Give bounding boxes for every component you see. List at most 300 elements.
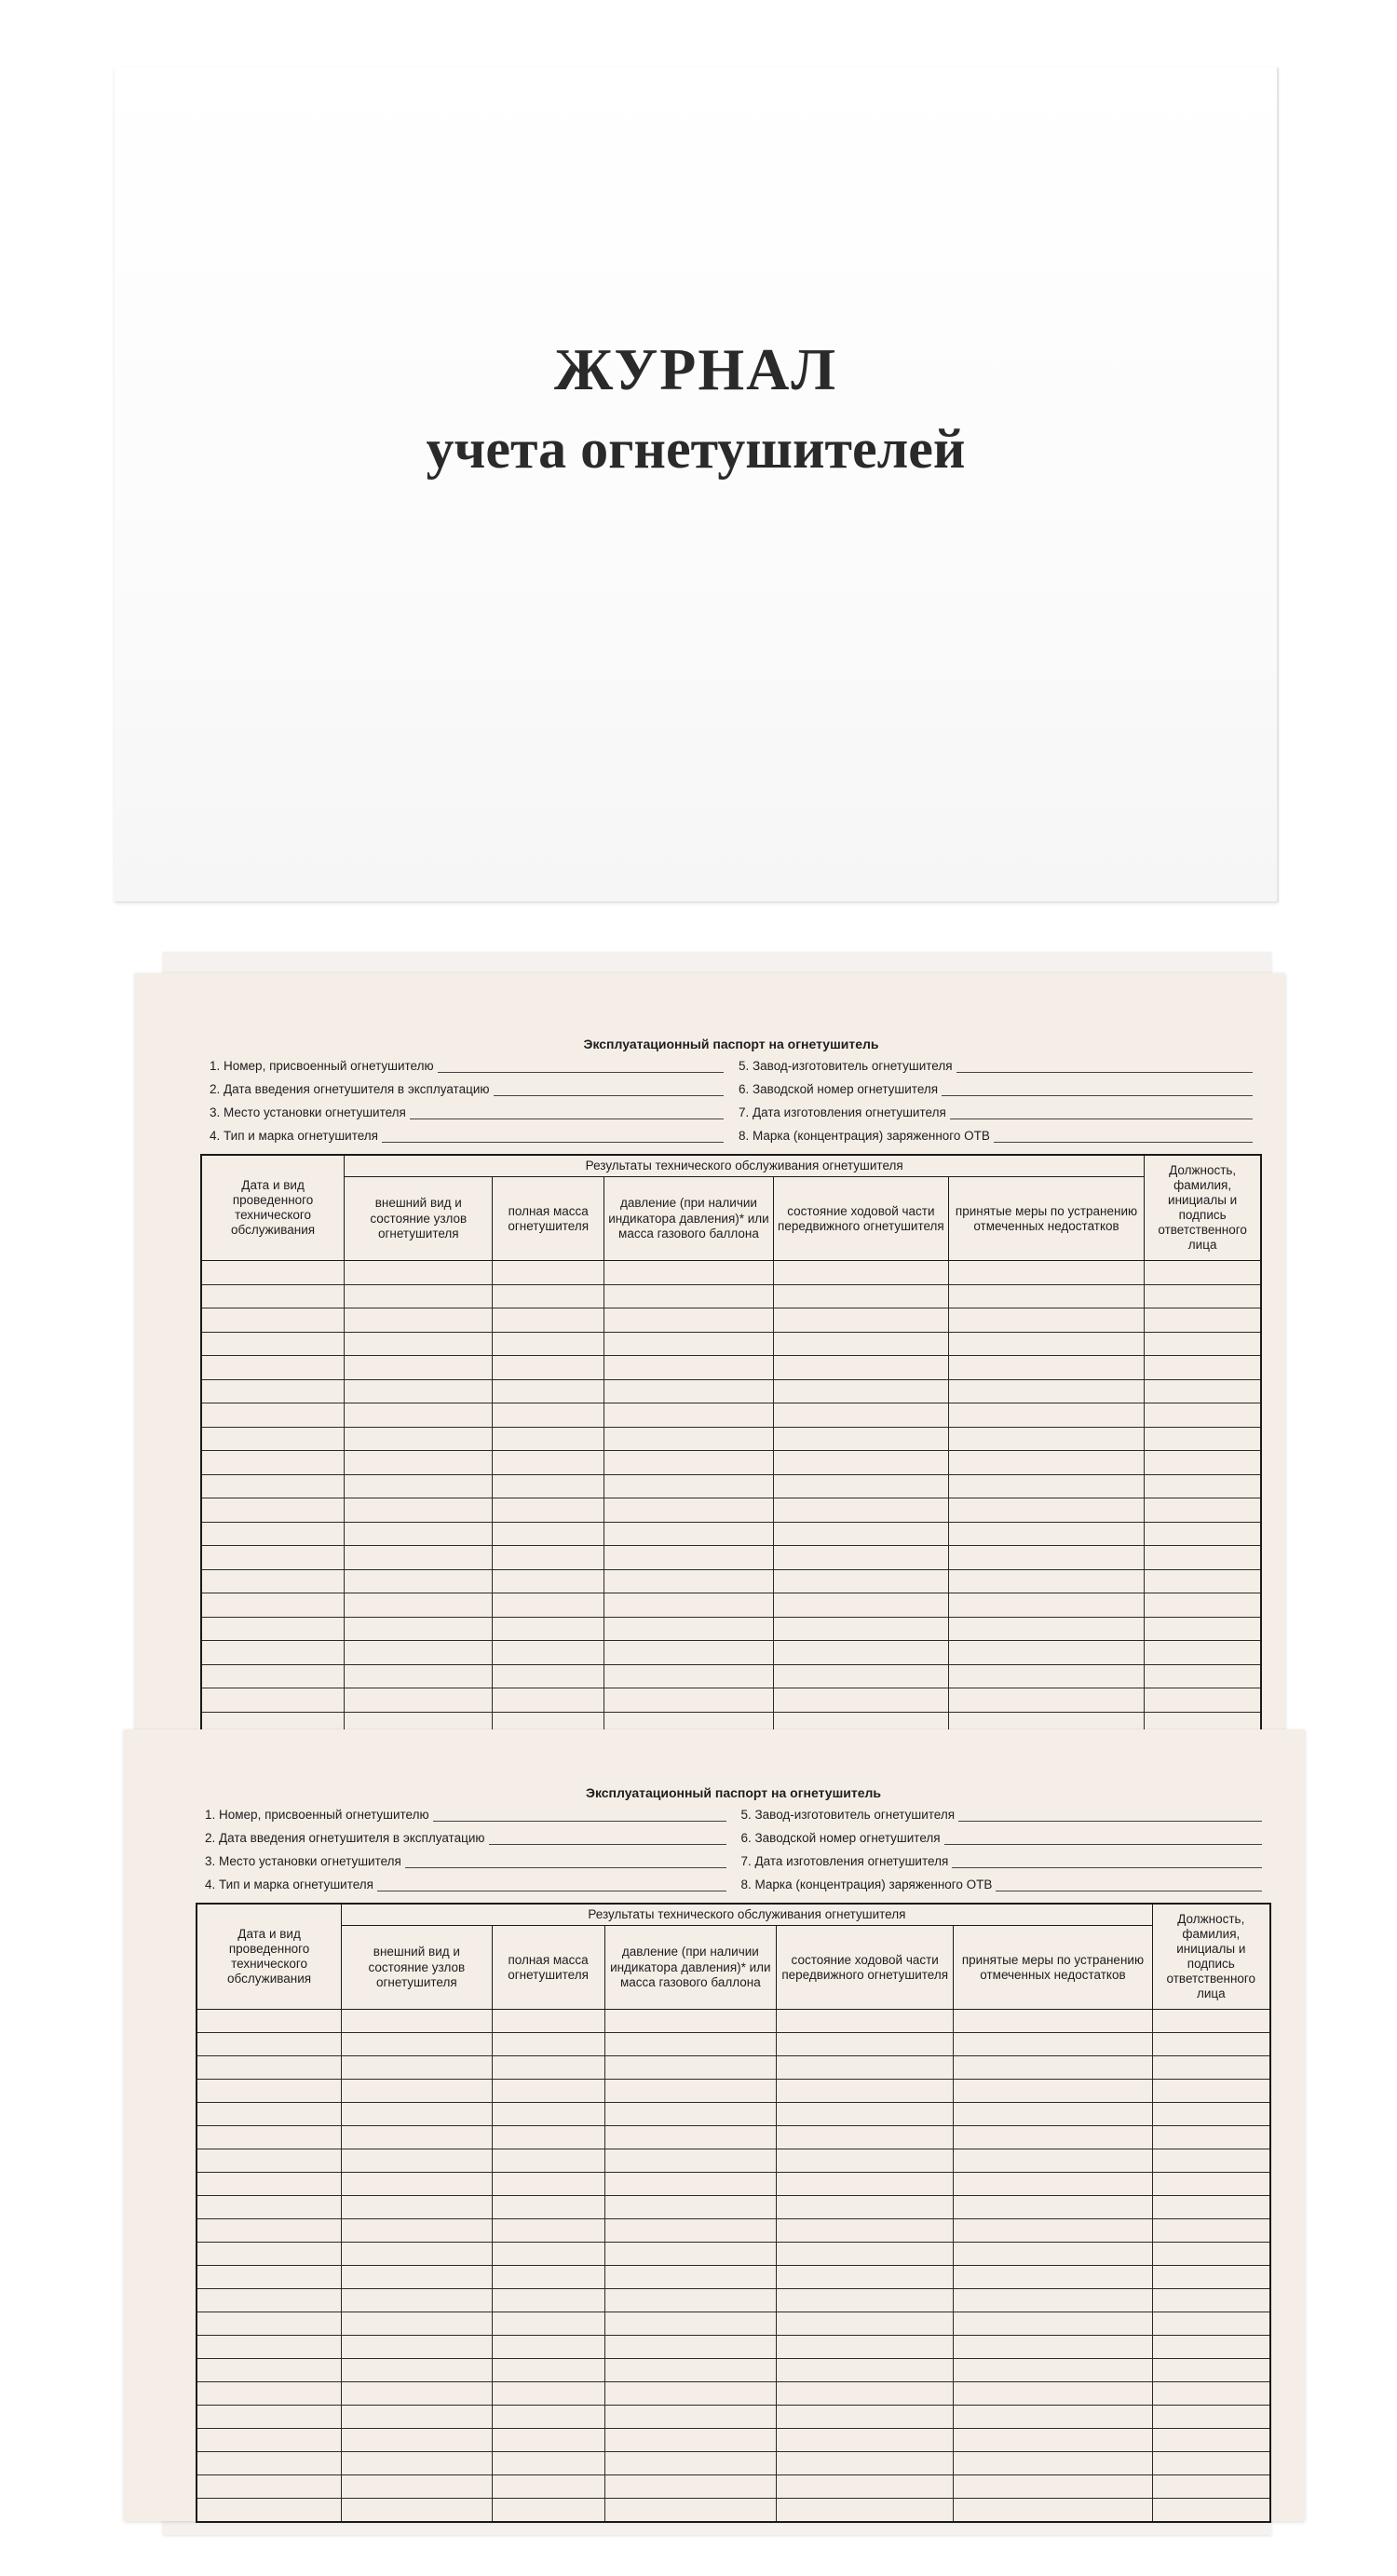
passport-title: Эксплуатационный паспорт на огнетушитель [583,1037,879,1051]
table-cell [1152,2429,1270,2452]
table-cell [1152,2056,1270,2080]
passport-title: Эксплуатационный паспорт на огнетушитель [585,1785,882,1800]
field-number: 1. Номер, присвоенный огнетушителю [205,1808,726,1822]
table-cell [604,1284,773,1308]
table-row [197,2033,1270,2056]
table-cell [345,1617,493,1641]
table-cell [1145,1641,1261,1665]
table-cell [777,2312,954,2336]
table-cell [777,2173,954,2196]
table-cell [492,2196,604,2219]
table-cell [1152,2173,1270,2196]
table-cell [1145,1664,1261,1688]
table-cell [342,2219,492,2243]
table-cell [1145,1403,1261,1428]
table-cell [948,1617,1145,1641]
fill-line [956,1061,1253,1073]
cover-subtitle: учета огнетушителей [426,418,966,480]
table-cell [197,2219,342,2243]
table-cell [345,1498,493,1523]
table-cell [774,1593,949,1618]
table-cell [493,1261,604,1285]
table-cell [954,2243,1152,2266]
table-cell [604,2010,776,2033]
table-cell [604,1617,773,1641]
table-cell [492,2080,604,2103]
table-cell [777,2499,954,2523]
table-body [201,1261,1261,1784]
table-cell [604,2382,776,2406]
table-cell [342,2336,492,2359]
table-cell [197,2359,342,2382]
table-cell [948,1688,1145,1713]
table-row [197,2382,1270,2406]
table-row [197,2056,1270,2080]
table-cell [777,2452,954,2475]
table-cell [492,2243,604,2266]
table-cell [948,1498,1145,1523]
table-cell [342,2149,492,2173]
table-cell [1145,1474,1261,1498]
table-cell [197,2173,342,2196]
table-cell [604,2080,776,2103]
table-cell [201,1332,345,1356]
table-cell [197,2452,342,2475]
table-cell [493,1617,604,1641]
table-cell [774,1451,949,1475]
table-row [197,2475,1270,2499]
table-cell [1145,1261,1261,1285]
table-cell [197,2499,342,2523]
table-cell [604,2266,776,2289]
table-cell [197,2103,342,2126]
table-cell [201,1593,345,1618]
table-cell [954,2103,1152,2126]
table-row [201,1664,1261,1688]
table-cell [1152,2033,1270,2056]
field-agent-brand: 8. Марка (концентрация) заряженного ОТВ [739,1129,1253,1143]
table-cell [604,2475,776,2499]
field-number: 1. Номер, присвоенный огнетушителю [210,1059,724,1073]
table-cell [345,1284,493,1308]
header-responsible: Должность, фамилия, инициалы и подпись ответственного лица [1145,1155,1261,1261]
table-cell [493,1522,604,1546]
table-row [197,2196,1270,2219]
table-row [201,1593,1261,1618]
header-results-group: Результаты технического обслуживания огнетушителя [345,1155,1145,1177]
table-cell [492,2033,604,2056]
table-cell [342,2010,492,2033]
table-cell [954,2475,1152,2499]
table-cell [492,2103,604,2126]
table-cell [604,2173,776,2196]
table-cell [604,1474,773,1498]
table-cell [493,1284,604,1308]
table-cell [777,2219,954,2243]
field-serial-number: 6. Заводской номер огнетушителя [741,1831,1263,1845]
table-cell [777,2103,954,2126]
table-cell [342,2406,492,2429]
maintenance-table [196,1903,1271,2523]
table-row [201,1261,1261,1285]
table-cell [345,1332,493,1356]
table-row [201,1498,1261,1523]
table-cell [1152,2126,1270,2149]
table-cell [493,1546,604,1570]
table-cell [954,2359,1152,2382]
field-type: 4. Тип и марка огнетушителя [210,1129,724,1143]
table-cell [492,2499,604,2523]
fill-line [942,1084,1253,1096]
table-cell [492,2010,604,2033]
table-cell [201,1379,345,1403]
table-cell [948,1474,1145,1498]
table-cell [948,1569,1145,1593]
table-row [197,2289,1270,2312]
table-cell [1152,2312,1270,2336]
table-cell [774,1356,949,1380]
field-location: 3. Место установки огнетушителя [210,1105,724,1119]
table-cell [201,1641,345,1665]
table-cell [201,1688,345,1713]
fill-line [377,1879,726,1891]
table-cell [342,2289,492,2312]
table-cell [1145,1546,1261,1570]
header-measures: принятые меры по устранению отмеченных недостатков [948,1177,1145,1261]
table-cell [604,2429,776,2452]
table-row [197,2266,1270,2289]
table-cell [604,2033,776,2056]
table-cell [197,2336,342,2359]
table-cell [201,1546,345,1570]
table-cell [948,1451,1145,1475]
field-location: 3. Место установки огнетушителя [205,1854,726,1868]
table-cell [604,1688,773,1713]
table-cell [954,2173,1152,2196]
table-cell [492,2406,604,2429]
table-cell [1152,2219,1270,2243]
table-cell [197,2382,342,2406]
passport-fields [196,1808,1271,1891]
table-cell [774,1546,949,1570]
table-row [197,2080,1270,2103]
table-cell [345,1427,493,1451]
table-cell [777,2196,954,2219]
table-row [197,2429,1270,2452]
table-cell [604,2312,776,2336]
table-cell [493,1569,604,1593]
table-cell [777,2149,954,2173]
table-cell [201,1522,345,1546]
table-cell [342,2056,492,2080]
table-cell [1152,2499,1270,2523]
table-cell [777,2429,954,2452]
table-cell [197,2475,342,2499]
table-cell [197,2289,342,2312]
table-row [201,1546,1261,1570]
table-cell [1152,2149,1270,2173]
table-cell [774,1569,949,1593]
table-cell [342,2103,492,2126]
table-row [197,2406,1270,2429]
table-cell [197,2429,342,2452]
table-cell [492,2266,604,2289]
table-cell [1145,1332,1261,1356]
table-cell [197,2033,342,2056]
table-cell [197,2243,342,2266]
table-cell [1145,1617,1261,1641]
table-cell [342,2080,492,2103]
table-cell [1152,2475,1270,2499]
table-cell [201,1261,345,1285]
table-cell [604,2219,776,2243]
table-cell [1145,1593,1261,1618]
fill-line [952,1856,1262,1868]
table-cell [948,1308,1145,1333]
table-cell [493,1498,604,1523]
table-cell [604,2359,776,2382]
table-cell [954,2499,1152,2523]
table-cell [774,1641,949,1665]
fill-line [944,1833,1262,1845]
table-cell [493,1664,604,1688]
passport-fields [200,1059,1262,1143]
table-cell [1152,2080,1270,2103]
table-cell [197,2056,342,2080]
fill-line [950,1107,1253,1119]
table-cell [954,2010,1152,2033]
table-cell [1145,1356,1261,1380]
table-cell [948,1284,1145,1308]
table-row [201,1356,1261,1380]
table-cell [492,2126,604,2149]
table-cell [954,2266,1152,2289]
table-cell [604,1522,773,1546]
table-cell [1152,2289,1270,2312]
table-cell [604,2103,776,2126]
table-row [201,1641,1261,1665]
table-cell [948,1427,1145,1451]
table-cell [604,2336,776,2359]
table-cell [345,1356,493,1380]
table-body [197,2010,1270,2523]
table-cell [345,1403,493,1428]
table-cell [1152,2266,1270,2289]
cover-title: ЖУРНАЛ [553,336,838,402]
table-cell [774,1498,949,1523]
table-cell [1152,2336,1270,2359]
table-cell [954,2312,1152,2336]
table-cell [948,1641,1145,1665]
maintenance-table [200,1154,1262,1784]
table-cell [948,1332,1145,1356]
table-cell [777,2080,954,2103]
table-cell [492,2149,604,2173]
table-cell [604,1308,773,1333]
table-cell [954,2196,1152,2219]
table-cell [604,1332,773,1356]
table-cell [604,1451,773,1475]
table-cell [777,2406,954,2429]
table-cell [342,2312,492,2336]
table-cell [1145,1451,1261,1475]
table-cell [774,1474,949,1498]
fill-line [405,1856,726,1868]
table-cell [948,1403,1145,1428]
table-cell [201,1308,345,1333]
header-appearance: внешний вид и состояние узлов огнетушителя [345,1177,493,1261]
header-pressure: давление (при наличии индикатора давления)* или масса газового баллона [604,1177,773,1261]
table-cell [493,1403,604,1428]
table-row [201,1617,1261,1641]
table-cell [197,2080,342,2103]
table-cell [777,2382,954,2406]
table-cell [1152,2382,1270,2406]
fill-line [494,1084,725,1096]
fill-line [996,1879,1262,1891]
table-cell [604,2149,776,2173]
table-cell [493,1332,604,1356]
table-cell [197,2149,342,2173]
table-cell [777,2336,954,2359]
table-cell [492,2289,604,2312]
table-cell [954,2149,1152,2173]
table-cell [197,2266,342,2289]
table-cell [604,1356,773,1380]
table-cell [604,2056,776,2080]
table-cell [1152,2010,1270,2033]
table-row [201,1451,1261,1475]
field-serial-number: 6. Заводской номер огнетушителя [739,1082,1253,1096]
table-cell [604,1498,773,1523]
table-cell [1145,1284,1261,1308]
table-cell [948,1261,1145,1285]
table-cell [774,1284,949,1308]
table-cell [948,1356,1145,1380]
field-manufacturer: 5. Завод-изготовитель огнетушителя [741,1808,1263,1822]
header-date: Дата и вид проведенного технического обслуживания [197,1904,342,2010]
table-cell [604,2452,776,2475]
table-cell [777,2056,954,2080]
table-cell [604,2196,776,2219]
table-cell [345,1569,493,1593]
table-cell [492,2219,604,2243]
table-row [197,2452,1270,2475]
table-cell [604,1427,773,1451]
table-row [197,2173,1270,2196]
table-cell [954,2080,1152,2103]
table-cell [493,1474,604,1498]
table-cell [342,2033,492,2056]
table-cell [777,2289,954,2312]
table-cell [954,2382,1152,2406]
table-cell [774,1308,949,1333]
table-cell [492,2452,604,2475]
table-cell [1145,1569,1261,1593]
table-cell [201,1403,345,1428]
table-cell [1145,1379,1261,1403]
table-cell [777,2033,954,2056]
table-cell [954,2056,1152,2080]
table-cell [604,2406,776,2429]
table-cell [604,2126,776,2149]
table-cell [345,1546,493,1570]
header-pressure: давление (при наличии индикатора давления)* или масса газового баллона [604,1926,776,2010]
table-cell [777,2243,954,2266]
table-cell [345,1451,493,1475]
table-cell [774,1427,949,1451]
table-cell [342,2452,492,2475]
table-cell [201,1664,345,1688]
table-cell [345,1522,493,1546]
table-cell [201,1617,345,1641]
table-cell [197,2312,342,2336]
table-cell [342,2243,492,2266]
table-row [201,1308,1261,1333]
table-cell [604,1593,773,1618]
table-cell [342,2499,492,2523]
table-cell [774,1403,949,1428]
field-type: 4. Тип и марка огнетушителя [205,1878,726,1891]
table-row [201,1522,1261,1546]
table-cell [1145,1427,1261,1451]
table-cell [774,1261,949,1285]
fill-line [489,1833,726,1845]
fill-line [382,1131,724,1143]
table-cell [1145,1498,1261,1523]
table-row [197,2336,1270,2359]
table-cell [1145,1308,1261,1333]
table-cell [774,1688,949,1713]
table-cell [774,1332,949,1356]
table-cell [201,1284,345,1308]
fill-line [410,1107,724,1119]
table-cell [201,1356,345,1380]
journal-cover [115,67,1278,902]
field-manufacturer: 5. Завод-изготовитель огнетушителя [739,1059,1253,1073]
table-cell [954,2126,1152,2149]
table-cell [604,1546,773,1570]
table-cell [948,1664,1145,1688]
table-cell [948,1522,1145,1546]
table-row [201,1474,1261,1498]
table-cell [777,2126,954,2149]
table-cell [604,2243,776,2266]
journal-page-top [135,973,1285,1729]
table-row [197,2103,1270,2126]
table-cell [492,2056,604,2080]
table-cell [1145,1688,1261,1713]
header-responsible: Должность, фамилия, инициалы и подпись ответственного лица [1152,1904,1270,2010]
table-cell [948,1379,1145,1403]
table-cell [492,2312,604,2336]
table-row [201,1379,1261,1403]
table-cell [604,1664,773,1688]
table-cell [492,2173,604,2196]
table-row [197,2010,1270,2033]
table-cell [342,2359,492,2382]
table-cell [342,2266,492,2289]
table-cell [1152,2359,1270,2382]
table-cell [774,1379,949,1403]
table-cell [201,1498,345,1523]
field-agent-brand: 8. Марка (концентрация) заряженного ОТВ [741,1878,1263,1891]
table-cell [345,1688,493,1713]
table-cell [201,1451,345,1475]
table-cell [201,1474,345,1498]
fill-line [433,1810,726,1822]
table-row [197,2359,1270,2382]
